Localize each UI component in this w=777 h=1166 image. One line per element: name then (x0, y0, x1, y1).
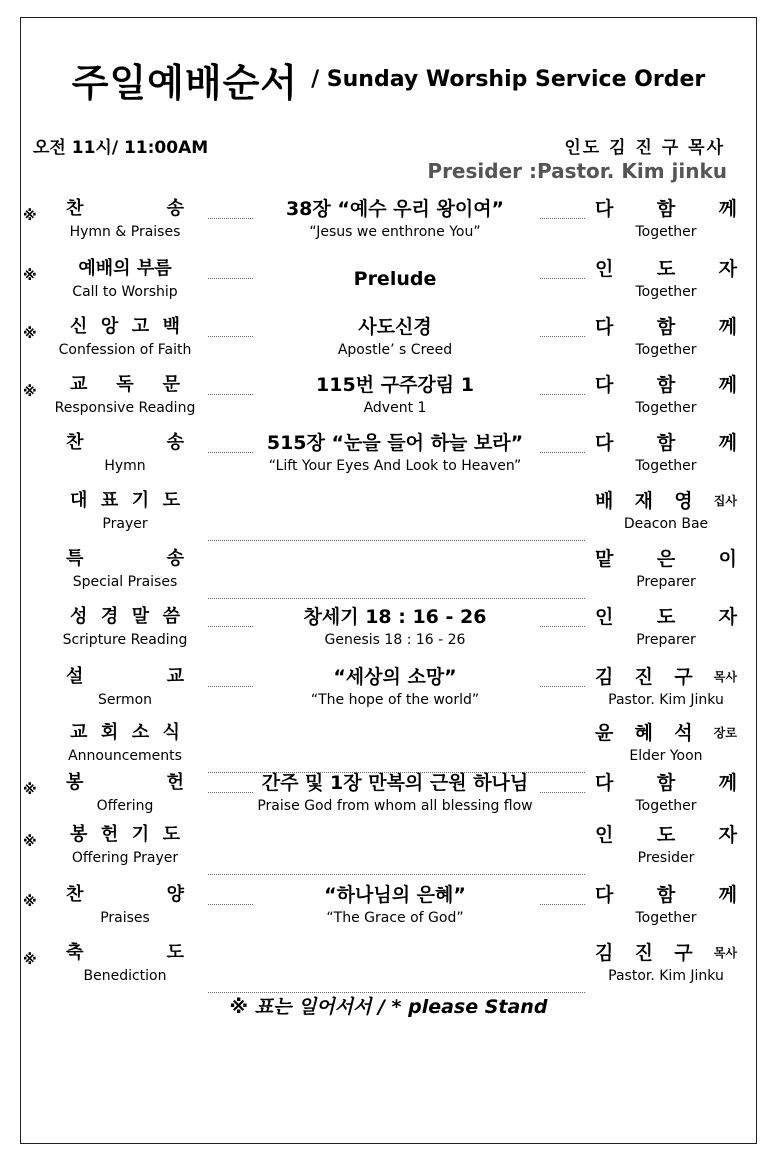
order-leader (595, 430, 737, 476)
category-char: 축 (66, 942, 84, 963)
order-category (52, 430, 198, 476)
leader-char: 함 (656, 374, 676, 396)
leader-char: 영 (674, 490, 693, 512)
leader-char: 이 (718, 548, 737, 570)
order-category (52, 256, 198, 302)
category-char: 송 (166, 198, 184, 219)
category-char: 식 (162, 722, 180, 743)
leader-char: 목사 (713, 946, 737, 960)
category-char: 찬 (66, 432, 84, 453)
stand-mark: ※ (23, 894, 37, 910)
order-row (0, 314, 777, 370)
service-time: 오전 11시/ 11:00AM (33, 138, 209, 158)
category-english: Confession of Faith (58, 342, 192, 358)
leader-char: 다 (595, 884, 614, 906)
content-korean: 사도신경 (358, 316, 432, 338)
dotted-leader (208, 874, 585, 875)
category-english: Benediction (83, 968, 167, 984)
leader-char: 맡 (595, 548, 614, 570)
order-category (52, 664, 198, 710)
leader-char: 다 (595, 432, 614, 454)
content-korean: 창세기 18 : 16 - 26 (303, 606, 487, 628)
order-leader (595, 196, 737, 242)
leader-english: Together (635, 224, 697, 240)
category-english: Hymn (104, 458, 146, 474)
leader-english: Preparer (636, 574, 696, 590)
category-char: 도 (162, 824, 180, 845)
content-korean: 간주 및 1장 만복의 근원 하나님 (261, 772, 529, 794)
stand-mark: ※ (23, 834, 37, 850)
leader-korean (595, 770, 737, 796)
stand-mark: ※ (23, 208, 37, 224)
leader-char: 장로 (713, 726, 737, 740)
order-category (52, 882, 198, 928)
leader-char: 께 (718, 374, 737, 396)
category-char: 설 (66, 666, 84, 687)
category-english: Offering (96, 798, 154, 814)
order-leader (595, 256, 737, 302)
category-char: 특 (66, 548, 84, 569)
order-row (0, 604, 777, 660)
order-category (52, 822, 198, 868)
category-char: 경 (100, 606, 119, 627)
order-category (52, 940, 198, 986)
category-char: 신 (70, 316, 88, 337)
content-korean: 115번 구주강림 1 (316, 374, 474, 396)
leader-char: 자 (718, 258, 737, 280)
order-content (200, 604, 590, 650)
order-category (52, 196, 198, 242)
order-leader (595, 372, 737, 418)
leader-korean (595, 488, 737, 514)
content-korean: “세상의 소망” (333, 666, 457, 688)
leader-char: 께 (718, 432, 737, 454)
category-char: 도 (162, 490, 180, 511)
order-leader (595, 664, 737, 710)
order-content (200, 770, 590, 816)
leader-char: 도 (656, 824, 676, 846)
order-row (0, 770, 777, 826)
leader-korean (595, 430, 737, 456)
order-leader (595, 720, 737, 766)
order-content (200, 430, 590, 476)
order-row (0, 256, 777, 312)
category-char: 교 (70, 722, 88, 743)
content-english: Advent 1 (363, 400, 427, 416)
content-english: “The hope of the world” (310, 692, 480, 708)
leader-char: 구 (674, 666, 693, 688)
order-category (52, 488, 198, 534)
order-row (0, 546, 777, 602)
category-english: Hymn & Praises (69, 224, 181, 240)
category-char: 대 (70, 490, 88, 511)
leader-english: Together (635, 400, 697, 416)
order-category (52, 546, 198, 592)
category-char: 백 (162, 316, 180, 337)
leader-char: 함 (656, 884, 676, 906)
category-korean (52, 664, 198, 690)
order-leader (595, 770, 737, 816)
order-category (52, 720, 198, 766)
leader-korean (595, 314, 737, 340)
leader-english: Together (635, 798, 697, 814)
stand-mark: ※ (23, 384, 37, 400)
leader-char: 집사 (713, 494, 737, 508)
leader-char: 함 (656, 772, 676, 794)
category-char: 도 (166, 942, 184, 963)
leader-char: 함 (656, 198, 676, 220)
leader-char: 도 (656, 606, 676, 628)
order-content (200, 256, 590, 302)
leader-english: Pastor. Kim Jinku (608, 968, 724, 984)
content-korean: Prelude (353, 268, 437, 290)
leader-english: Together (635, 910, 697, 926)
order-content (200, 196, 590, 242)
leader-char: 은 (656, 548, 676, 570)
content-korean: 515장 “눈을 들어 하늘 보라” (266, 432, 524, 454)
order-leader (595, 882, 737, 928)
order-row (0, 940, 777, 996)
presider-korean: 인도 김 진 구 목사 (564, 138, 725, 158)
category-char: 독 (116, 374, 134, 395)
leader-english: Together (635, 342, 697, 358)
leader-korean (595, 822, 737, 848)
leader-char: 인 (595, 606, 614, 628)
leader-char: 께 (718, 316, 737, 338)
category-korean (52, 822, 198, 848)
presider-english: Presider :Pastor. Kim jinku (427, 159, 727, 183)
leader-korean (595, 604, 737, 630)
category-char: 기 (131, 490, 150, 511)
category-char: 예배의 부름 (78, 258, 172, 279)
leader-english: Together (635, 458, 697, 474)
order-leader (595, 546, 737, 592)
leader-char: 혜 (634, 722, 653, 744)
order-content (200, 372, 590, 418)
category-char: 헌 (100, 824, 119, 845)
category-english: Call to Worship (72, 284, 178, 300)
category-korean (52, 940, 198, 966)
leader-korean (595, 720, 737, 746)
leader-korean (595, 372, 737, 398)
content-english: Genesis 18 : 16 - 26 (324, 632, 466, 648)
category-korean (52, 882, 198, 908)
category-korean (52, 372, 198, 398)
stand-mark: ※ (23, 268, 37, 284)
category-char: 양 (166, 884, 184, 905)
category-korean (52, 314, 198, 340)
content-korean: 38장 “예수 우리 왕이여” (285, 198, 505, 220)
stand-note: ※ 표는 일어서서 / * please Stand (229, 996, 548, 1018)
category-char: 찬 (66, 884, 84, 905)
title-english: / Sunday Worship Service Order (311, 67, 706, 92)
category-korean (52, 256, 198, 282)
category-char: 표 (100, 490, 119, 511)
leader-char: 께 (718, 884, 737, 906)
category-english: Special Praises (72, 574, 178, 590)
category-english: Praises (100, 910, 150, 926)
order-content (200, 882, 590, 928)
leader-korean (595, 882, 737, 908)
leader-char: 석 (674, 722, 693, 744)
order-category (52, 314, 198, 360)
leader-char: 진 (634, 666, 653, 688)
category-char: 소 (131, 722, 150, 743)
order-content (200, 664, 590, 710)
content-korean: “하나님의 은혜” (324, 884, 466, 906)
category-char: 성 (70, 606, 88, 627)
category-char: 헌 (166, 772, 184, 793)
category-char: 교 (166, 666, 184, 687)
order-leader (595, 314, 737, 360)
category-english: Prayer (102, 516, 148, 532)
category-char: 씀 (162, 606, 180, 627)
order-row (0, 882, 777, 938)
category-char: 고 (131, 316, 150, 337)
content-english: “Jesus we enthrone You” (309, 224, 481, 240)
category-char: 찬 (66, 198, 84, 219)
leader-char: 김 (595, 942, 614, 964)
content-english: Praise God from whom all blessing flow (257, 798, 533, 814)
category-korean (52, 604, 198, 630)
category-english: Sermon (97, 692, 153, 708)
category-english: Announcements (68, 748, 182, 764)
leader-char: 께 (718, 198, 737, 220)
leader-char: 함 (656, 316, 676, 338)
leader-korean (595, 256, 737, 282)
category-char: 봉 (70, 824, 88, 845)
content-english: “Lift Your Eyes And Look to Heaven” (268, 458, 522, 474)
category-char: 교 (70, 374, 88, 395)
category-char: 회 (100, 722, 119, 743)
order-row (0, 720, 777, 776)
dotted-leader (208, 540, 585, 541)
title-korean: 주일예배순서 (71, 61, 299, 105)
leader-char: 도 (656, 258, 676, 280)
stand-mark: ※ (23, 326, 37, 342)
leader-char: 다 (595, 374, 614, 396)
order-leader (595, 488, 737, 534)
category-char: 송 (166, 432, 184, 453)
order-row (0, 664, 777, 720)
leader-char: 구 (674, 942, 693, 964)
leader-char: 인 (595, 258, 614, 280)
category-korean (52, 488, 198, 514)
leader-english: Presider (637, 850, 695, 866)
order-row (0, 372, 777, 428)
category-char: 봉 (66, 772, 84, 793)
order-leader (595, 822, 737, 868)
leader-char: 김 (595, 666, 614, 688)
leader-char: 다 (595, 316, 614, 338)
category-korean (52, 770, 198, 796)
leader-english: Together (635, 284, 697, 300)
order-category (52, 372, 198, 418)
leader-char: 재 (634, 490, 653, 512)
category-english: Responsive Reading (54, 400, 196, 416)
stand-mark: ※ (23, 782, 37, 798)
page-title (0, 52, 777, 107)
order-row (0, 822, 777, 878)
leader-char: 자 (718, 824, 737, 846)
leader-korean (595, 546, 737, 572)
category-english: Scripture Reading (62, 632, 188, 648)
leader-char: 다 (595, 772, 614, 794)
leader-korean (595, 196, 737, 222)
leader-char: 다 (595, 198, 614, 220)
stand-mark: ※ (23, 952, 37, 968)
category-char: 송 (166, 548, 184, 569)
leader-english: Deacon Bae (623, 516, 709, 532)
content-english: Apostle’ s Creed (337, 342, 453, 358)
dotted-leader (208, 598, 585, 599)
order-row (0, 430, 777, 486)
order-category (52, 604, 198, 650)
order-row (0, 196, 777, 252)
category-char: 기 (131, 824, 150, 845)
leader-english: Preparer (636, 632, 696, 648)
category-char: 말 (131, 606, 150, 627)
category-korean (52, 196, 198, 222)
leader-char: 윤 (595, 722, 614, 744)
leader-char: 배 (595, 490, 614, 512)
category-korean (52, 546, 198, 572)
category-korean (52, 430, 198, 456)
leader-char: 께 (718, 772, 737, 794)
leader-char: 진 (634, 942, 653, 964)
category-char: 앙 (100, 316, 119, 337)
leader-char: 자 (718, 606, 737, 628)
leader-char: 인 (595, 824, 614, 846)
content-english: “The Grace of God” (326, 910, 464, 926)
leader-char: 목사 (713, 670, 737, 684)
leader-english: Pastor. Kim Jinku (608, 692, 724, 708)
leader-english: Elder Yoon (629, 748, 703, 764)
leader-korean (595, 664, 737, 690)
category-korean (52, 720, 198, 746)
leader-korean (595, 940, 737, 966)
category-english: Offering Prayer (71, 850, 179, 866)
order-row (0, 488, 777, 544)
leader-char: 함 (656, 432, 676, 454)
order-content (200, 314, 590, 360)
order-leader (595, 940, 737, 986)
order-leader (595, 604, 737, 650)
order-category (52, 770, 198, 816)
category-char: 문 (162, 374, 180, 395)
